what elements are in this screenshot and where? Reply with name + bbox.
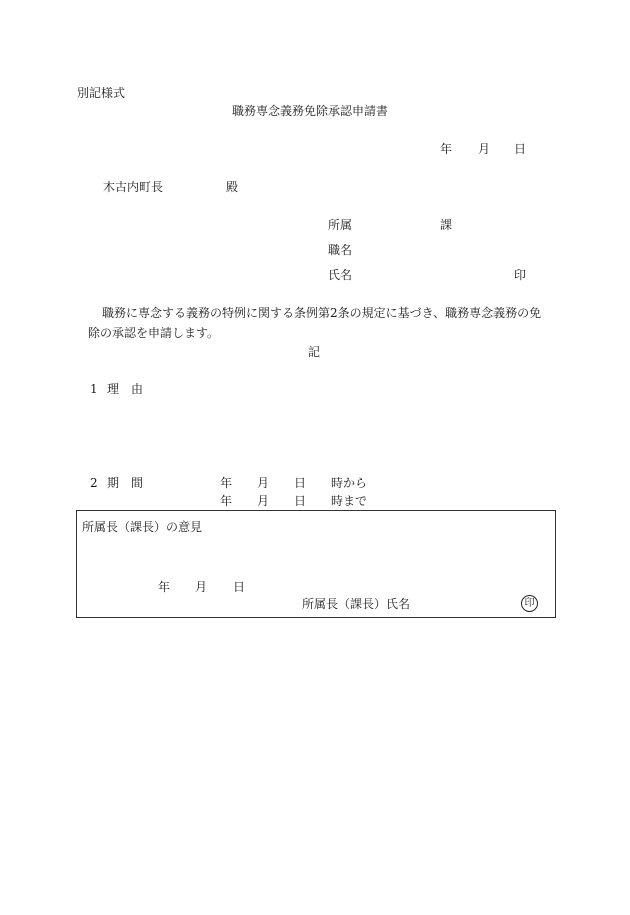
item1-number: 1 xyxy=(90,382,98,396)
date-day: 日 xyxy=(514,142,527,156)
date-month: 月 xyxy=(478,142,491,156)
opinion-signer-label: 所属長（課長）氏名 xyxy=(302,597,411,611)
period-to-day: 日 xyxy=(294,494,307,508)
position-label: 職名 xyxy=(328,243,353,257)
section-suffix: 課 xyxy=(440,218,453,232)
period-from-suffix: 時から xyxy=(331,476,368,490)
period-to-month: 月 xyxy=(257,494,270,508)
item2-number: 2 xyxy=(90,476,98,490)
seal-stamp-icon: 印 xyxy=(521,595,538,612)
period-to-year: 年 xyxy=(220,494,233,508)
seal-label: 印 xyxy=(514,268,527,282)
addressee-name: 木古内町長 xyxy=(103,180,164,194)
document-title: 職務専念義務免除承認申請書 xyxy=(232,104,389,118)
form-label: 別記様式 xyxy=(77,86,126,100)
opinion-date-month: 月 xyxy=(195,580,208,594)
body-text-line1: 職務に専念する義務の特例に関する条例第2条の規定に基づき、職務専念義務の免 xyxy=(102,306,542,320)
name-label: 氏名 xyxy=(328,268,353,282)
opinion-date-day: 日 xyxy=(233,580,246,594)
date-year: 年 xyxy=(440,142,453,156)
period-to-suffix: 時まで xyxy=(331,494,368,508)
item1-label: 理 由 xyxy=(107,382,144,396)
item2-label: 期 間 xyxy=(107,476,144,490)
body-text-line2: 除の承認を申請します。 xyxy=(88,326,220,340)
opinion-title: 所属長（課長）の意見 xyxy=(82,520,203,534)
ki-heading: 記 xyxy=(308,345,321,359)
opinion-date-year: 年 xyxy=(158,580,171,594)
period-from-year: 年 xyxy=(220,476,233,490)
period-from-day: 日 xyxy=(294,476,307,490)
period-from-month: 月 xyxy=(257,476,270,490)
affiliation-label: 所属 xyxy=(328,218,353,232)
addressee-honorific: 殿 xyxy=(226,180,239,194)
